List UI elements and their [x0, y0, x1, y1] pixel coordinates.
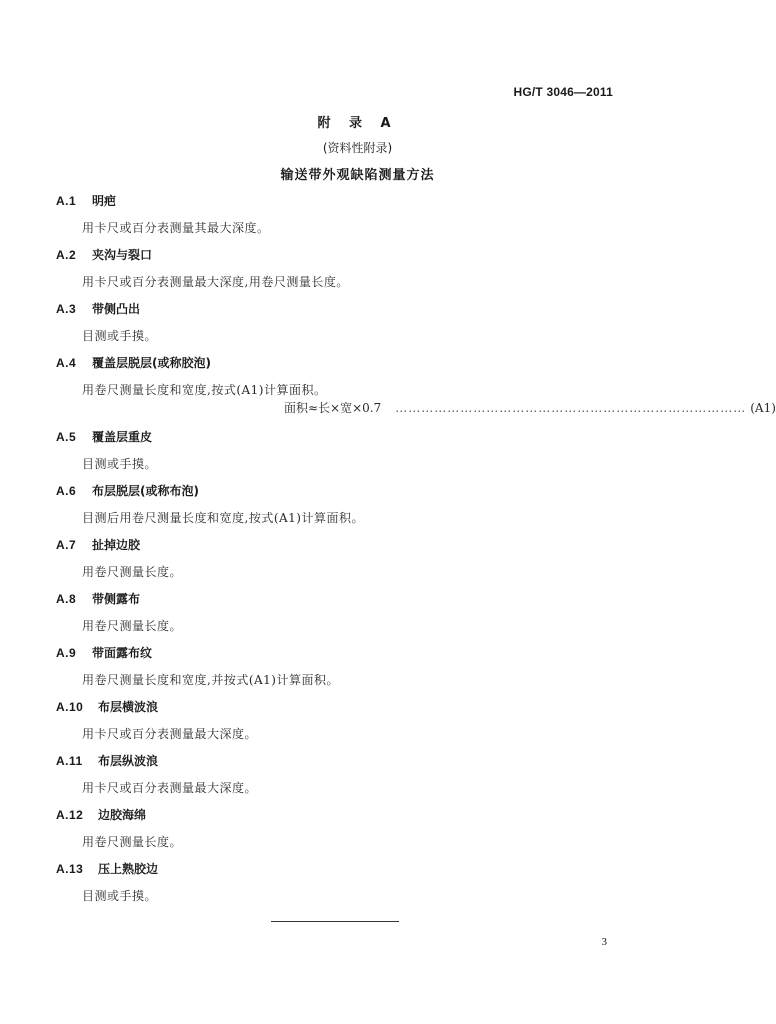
section-number: A.2 — [56, 248, 77, 262]
section-title: 带侧露布 — [92, 592, 141, 606]
section-body: 目测或手摸。 — [82, 889, 158, 903]
section-heading — [56, 482, 199, 499]
section-heading — [56, 428, 152, 445]
section-heading — [56, 698, 158, 715]
section-title: 布层脱层(或称布泡) — [92, 484, 199, 498]
appendix-title: 附 录 A — [317, 116, 398, 131]
appendix-name: 输送带外观缺陷测量方法 — [280, 168, 435, 183]
section-title: 带面露布纹 — [92, 646, 153, 660]
appendix-subtitle: (资料性附录) — [322, 141, 393, 155]
section-body: 目测后用卷尺测量长度和宽度,按式(A1)计算面积。 — [82, 511, 364, 525]
section-heading — [56, 192, 116, 209]
section-body: 用卡尺或百分表测量最大深度,用卷尺测量长度。 — [82, 275, 349, 289]
section-heading — [56, 246, 152, 263]
section-number: A.3 — [56, 302, 77, 316]
section-body: 用卷尺测量长度和宽度,并按式(A1)计算面积。 — [82, 673, 339, 687]
section-body: 用卷尺测量长度。 — [82, 835, 183, 849]
section-number: A.7 — [56, 538, 77, 552]
section-title: 夹沟与裂口 — [92, 248, 153, 262]
section-heading — [56, 536, 140, 553]
section-number: A.11 — [56, 754, 83, 768]
section-heading — [56, 590, 140, 607]
section-body: 用卷尺测量长度。 — [82, 619, 183, 633]
section-title: 边胶海绵 — [98, 808, 147, 822]
section-title: 布层纵波浪 — [98, 754, 159, 768]
section-number: A.5 — [56, 430, 77, 444]
formula-text: 面积≈长×宽×0.7 — [284, 401, 382, 415]
formula-leader: ……………………………………………………………………… — [395, 401, 747, 415]
section-body: 用卷尺测量长度。 — [82, 565, 183, 579]
section-title: 扯掉边胶 — [92, 538, 141, 552]
section-number: A.12 — [56, 808, 84, 822]
section-number: A.4 — [56, 356, 77, 370]
section-number: A.1 — [56, 194, 77, 208]
section-number: A.9 — [56, 646, 77, 660]
section-number: A.8 — [56, 592, 77, 606]
formula-label: (A1) — [750, 401, 776, 415]
section-body: 用卡尺或百分表测量最大深度。 — [82, 781, 258, 795]
section-heading — [56, 354, 211, 371]
section-title: 覆盖层重皮 — [92, 430, 153, 444]
section-title: 布层横波浪 — [98, 700, 159, 714]
standard-code: HG/T 3046—2011 — [513, 85, 613, 99]
section-number: A.13 — [56, 862, 84, 876]
section-body: 目测或手摸。 — [82, 457, 158, 471]
formula-a1 — [284, 399, 776, 416]
section-number: A.6 — [56, 484, 77, 498]
footer-divider — [271, 921, 399, 922]
section-body: 用卡尺或百分表测量最大深度。 — [82, 727, 258, 741]
page-number: 3 — [601, 936, 607, 948]
appendix-title-block — [0, 112, 699, 183]
section-body: 用卷尺测量长度和宽度,按式(A1)计算面积。 — [82, 383, 327, 397]
section-title: 带侧凸出 — [92, 302, 141, 316]
section-title: 覆盖层脱层(或称胶泡) — [92, 356, 211, 370]
section-body: 用卡尺或百分表测量其最大深度。 — [82, 221, 270, 235]
section-heading — [56, 806, 146, 823]
section-heading — [56, 644, 152, 661]
section-number: A.10 — [56, 700, 84, 714]
section-heading — [56, 300, 140, 317]
section-heading — [56, 752, 158, 769]
section-heading — [56, 860, 158, 877]
section-title: 压上熟胶边 — [98, 862, 159, 876]
section-body: 目测或手摸。 — [82, 329, 158, 343]
section-title: 明疤 — [92, 194, 117, 208]
